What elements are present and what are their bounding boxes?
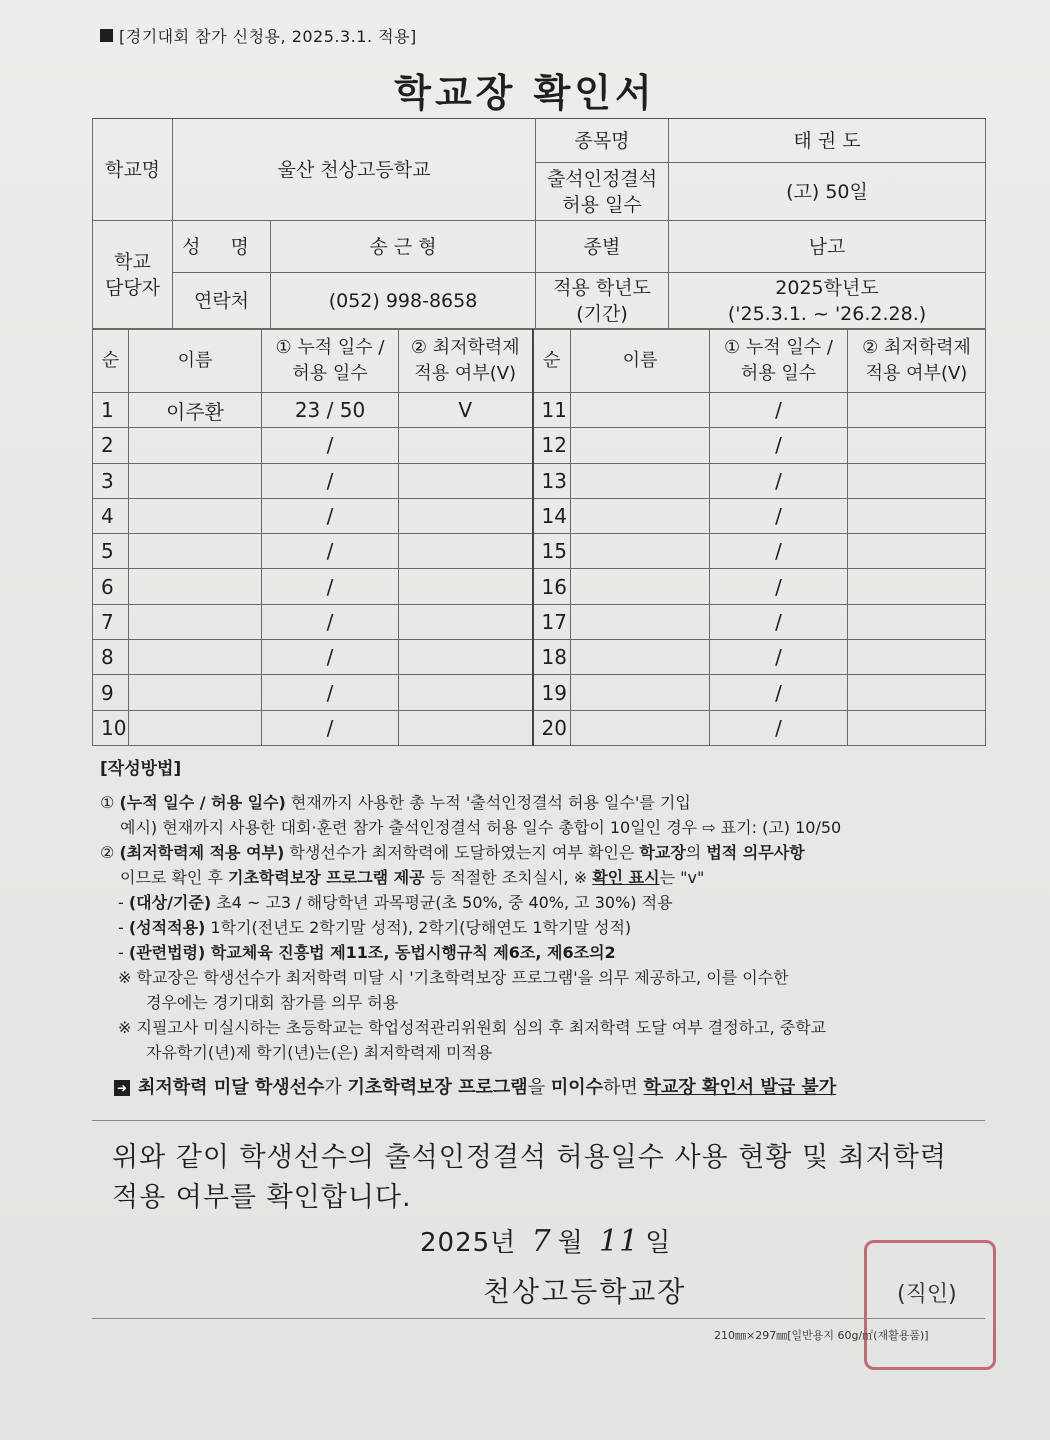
item2-line2-b: 등 적절한 조치실시, ※ xyxy=(424,868,593,887)
student-name xyxy=(129,428,262,463)
contact-value: (052) 998-8658 xyxy=(271,273,536,329)
issuance-warning xyxy=(100,1075,980,1100)
school-year-value xyxy=(669,273,986,329)
document-title: 학교장 확인서 xyxy=(394,71,656,115)
note-1-cont: 경우에는 경기대회 참가를 의무 허용 xyxy=(146,993,399,1012)
col-no-left: 순 xyxy=(93,330,129,393)
instructions-heading: [작성방법] xyxy=(100,759,182,779)
square-bullet-icon xyxy=(100,29,113,42)
student-name xyxy=(571,498,710,533)
warning-c: 기초학력보장 프로그램 xyxy=(347,1077,528,1098)
student-name xyxy=(571,604,710,639)
minacad-check xyxy=(399,710,533,745)
warning-e: 미이수 xyxy=(550,1077,603,1098)
date-year: 2025년 xyxy=(420,1228,517,1258)
days-used: / xyxy=(262,534,399,569)
student-roster-table xyxy=(92,329,986,746)
sub1-text: 초4 ~ 고3 / 해당학년 과목평균(초 50%, 중 40%, 고 30%) 적용 xyxy=(211,893,673,912)
circled-one-marker: ① xyxy=(100,793,115,812)
arrow-box-icon: ➜ xyxy=(114,1080,130,1096)
minacad-check xyxy=(399,569,533,604)
seal-label: (직인) xyxy=(897,1282,957,1307)
row-no: 4 xyxy=(93,498,129,533)
col-minacad-right-line1: ② 최저학력제 xyxy=(862,337,971,358)
days-used: / xyxy=(710,640,848,675)
minacad-check: V xyxy=(399,393,533,428)
col-days-left xyxy=(262,330,399,393)
days-used: / xyxy=(262,569,399,604)
row-no: 2 xyxy=(93,428,129,463)
event-value: 태 권 도 xyxy=(669,119,986,163)
manager-name-value: 송 근 형 xyxy=(271,221,536,273)
absence-label-line2: 허용 일수 xyxy=(562,193,642,216)
minacad-check xyxy=(848,534,986,569)
form-usage-note xyxy=(100,24,417,47)
row-no: 17 xyxy=(533,604,571,639)
year-value-line2: ('25.3.1. ~ '26.2.28.) xyxy=(727,302,927,325)
col-minacad-right-line2: 적용 여부(V) xyxy=(865,363,968,384)
col-minacad-left-line2: 적용 여부(V) xyxy=(414,363,517,384)
item2-line2-a: 이므로 확인 후 xyxy=(120,868,228,887)
col-days-left-line2: 허용 일수 xyxy=(292,363,368,384)
table-row xyxy=(93,640,986,675)
days-used: / xyxy=(710,463,848,498)
col-no-right: 순 xyxy=(533,330,571,393)
item2-title: (최저학력제 적용 여부) xyxy=(119,843,285,862)
student-name xyxy=(571,640,710,675)
sub-item-grades: - (성적적용) 1학기(전년도 2학기말 성적), 2학기(당해연도 1학기말 성적) xyxy=(118,918,632,937)
row-no: 6 xyxy=(93,569,129,604)
item2-text-a: 학생선수가 최저학력에 도달하였는지 여부 확인은 xyxy=(284,843,640,862)
school-name-label: 학교명 xyxy=(93,119,173,221)
row-no: 16 xyxy=(533,569,571,604)
sub2-title: (성적적용) xyxy=(128,918,206,937)
minacad-check xyxy=(848,463,986,498)
col-minacad-left-line1: ② 최저학력제 xyxy=(410,337,520,358)
days-used: / xyxy=(262,604,399,639)
year-label-line2: (기간) xyxy=(576,302,628,325)
event-label: 종목명 xyxy=(536,119,669,163)
sub3-title: (관련법령) 학교체육 진흥법 제11조, 동법시행규칙 제6조, 제6조의2 xyxy=(128,943,616,962)
table-row xyxy=(93,569,986,604)
date-month-unit: 월 xyxy=(557,1228,584,1258)
date-day-unit: 일 xyxy=(645,1228,672,1258)
row-no: 5 xyxy=(93,534,129,569)
row-no: 18 xyxy=(533,640,571,675)
student-name xyxy=(129,710,262,745)
col-minacad-left xyxy=(399,330,533,393)
contact-label: 연락처 xyxy=(173,273,271,329)
minacad-check xyxy=(848,640,986,675)
warning-a: 최저학력 미달 학생선수 xyxy=(138,1077,325,1098)
row-no: 12 xyxy=(533,428,571,463)
student-name xyxy=(129,675,262,710)
student-name xyxy=(129,498,262,533)
col-minacad-right xyxy=(848,330,986,393)
absence-label-line1: 출석인정결석 xyxy=(546,167,658,190)
minacad-check xyxy=(848,710,986,745)
row-no: 3 xyxy=(93,463,129,498)
divider-bottom xyxy=(92,1318,985,1319)
student-name: 이주환 xyxy=(129,393,262,428)
row-no: 8 xyxy=(93,640,129,675)
table-row xyxy=(93,675,986,710)
days-used: / xyxy=(262,710,399,745)
item2-line2-bold: 기초학력보장 프로그램 제공 xyxy=(228,868,425,887)
row-no: 1 xyxy=(93,393,129,428)
note-1: ※ 학교장은 학생선수가 최저학력 미달 시 '기초학력보장 프로그램'을 의무 제공하고, 이를 이수한 xyxy=(118,968,789,987)
student-name xyxy=(129,534,262,569)
table-row xyxy=(93,710,986,745)
student-name xyxy=(129,640,262,675)
days-used: / xyxy=(710,534,848,569)
signing-date xyxy=(420,1222,671,1259)
warning-f: 하면 xyxy=(603,1077,644,1098)
item2-line2-c: 는 "v" xyxy=(659,868,705,887)
instruction-item-2-line2 xyxy=(100,865,980,890)
table-row xyxy=(93,393,986,428)
header-note-text: [경기대회 참가 신청용, 2025.3.1. 적용] xyxy=(119,27,417,46)
confirmation-statement xyxy=(112,1138,982,1218)
warning-d: 을 xyxy=(527,1077,551,1098)
days-used: / xyxy=(710,569,848,604)
manager-label-line1: 학교 xyxy=(114,250,151,273)
row-no: 7 xyxy=(93,604,129,639)
col-days-right-line1: ① 누적 일수 / xyxy=(724,337,833,358)
item2-bold-d: 법적 의무사항 xyxy=(706,843,805,862)
days-used: / xyxy=(262,498,399,533)
table-row xyxy=(93,604,986,639)
confirm-line-2: 적용 여부를 확인합니다. xyxy=(112,1182,412,1213)
minacad-check xyxy=(848,498,986,533)
minacad-check xyxy=(399,463,533,498)
confirm-line-1: 위와 같이 학생선수의 출석인정결석 허용일수 사용 현황 및 최저학력 xyxy=(112,1142,947,1173)
instruction-item-1 xyxy=(100,790,980,815)
item2-bold-b: 학교장 xyxy=(639,843,686,862)
days-used: / xyxy=(710,393,848,428)
table-row xyxy=(93,463,986,498)
minacad-check xyxy=(399,534,533,569)
item1-title: (누적 일수 / 허용 일수) xyxy=(119,793,286,812)
student-name xyxy=(571,428,710,463)
col-days-right-line2: 허용 일수 xyxy=(740,363,817,384)
student-name xyxy=(129,569,262,604)
manager-label xyxy=(93,221,173,329)
minacad-check xyxy=(399,675,533,710)
row-no: 13 xyxy=(533,463,571,498)
manager-label-line2: 담당자 xyxy=(104,276,161,299)
minacad-check xyxy=(848,393,986,428)
table-row xyxy=(93,534,986,569)
row-no: 15 xyxy=(533,534,571,569)
minacad-check xyxy=(848,604,986,639)
col-days-left-line1: ① 누적 일수 / xyxy=(275,337,385,358)
warning-b: 가 xyxy=(324,1077,348,1098)
sub2-text: 1학기(전년도 2학기말 성적), 2학기(당해연도 1학기말 성적) xyxy=(205,918,632,937)
days-used: / xyxy=(710,604,848,639)
days-used: / xyxy=(262,428,399,463)
date-month: 7 xyxy=(531,1224,552,1259)
student-name xyxy=(571,393,710,428)
sub-item-laws: - (관련법령) 학교체육 진흥법 제11조, 동법시행규칙 제6조, 제6조의2 xyxy=(118,943,616,962)
student-name xyxy=(571,675,710,710)
days-used: / xyxy=(710,428,848,463)
minacad-check xyxy=(399,428,533,463)
student-name xyxy=(571,463,710,498)
absence-days-label xyxy=(536,163,669,221)
days-used: / xyxy=(262,463,399,498)
year-label-line1: 적용 학년도 xyxy=(553,276,651,299)
minacad-check xyxy=(848,569,986,604)
minacad-check xyxy=(848,675,986,710)
info-table xyxy=(92,118,986,329)
days-used: 23 / 50 xyxy=(262,393,399,428)
sub-item-target: - (대상/기준) 초4 ~ 고3 / 해당학년 과목평균(초 50%, 중 40%, 고 30%) 적용 xyxy=(118,893,673,912)
row-no: 10 xyxy=(93,710,129,745)
manager-name-label: 성 명 xyxy=(173,221,271,273)
item2-line2-underlined: 확인 표시 xyxy=(592,868,660,887)
student-name xyxy=(129,463,262,498)
days-used: / xyxy=(710,710,848,745)
table-row xyxy=(93,498,986,533)
instruction-item-2 xyxy=(100,840,980,865)
student-name xyxy=(571,534,710,569)
paper-spec-footnote: 210㎜×297㎜[일반용지 60g/㎡(재활용품)] xyxy=(714,1329,929,1342)
student-name xyxy=(129,604,262,639)
category-label: 종별 xyxy=(536,221,669,273)
row-no: 14 xyxy=(533,498,571,533)
table-row xyxy=(93,428,986,463)
sub1-title: (대상/기준) xyxy=(128,893,212,912)
principal-title: 천상고등학교장 xyxy=(483,1275,687,1308)
note-2: ※ 지필고사 미실시하는 초등학교는 학업성적관리위원회 심의 후 최저학력 도달 여부 결정하고, 중학교 xyxy=(118,1018,827,1037)
instructions-section xyxy=(100,757,980,1100)
date-day: 11 xyxy=(599,1224,640,1259)
item1-text: 현재까지 사용한 총 누적 '출석인정결석 허용 일수'를 기입 xyxy=(285,793,691,812)
col-name-right: 이름 xyxy=(571,330,710,393)
school-year-label xyxy=(536,273,669,329)
minacad-check xyxy=(399,498,533,533)
minacad-check xyxy=(399,640,533,675)
student-name xyxy=(571,569,710,604)
col-name-left: 이름 xyxy=(129,330,262,393)
minacad-check xyxy=(848,428,986,463)
minacad-check xyxy=(399,604,533,639)
note-2-cont: 자유학기(년)제 학기(년)는(은) 최저학력제 미적용 xyxy=(146,1043,493,1062)
absence-days-value: (고) 50일 xyxy=(669,163,986,221)
year-value-line1: 2025학년도 xyxy=(775,276,879,299)
col-days-right xyxy=(710,330,848,393)
row-no: 9 xyxy=(93,675,129,710)
warning-g: 학교장 확인서 발급 불가 xyxy=(643,1077,837,1098)
row-no: 20 xyxy=(533,710,571,745)
category-value: 남고 xyxy=(669,221,986,273)
row-no: 11 xyxy=(533,393,571,428)
days-used: / xyxy=(262,675,399,710)
days-used: / xyxy=(710,498,848,533)
circled-two-marker: ② xyxy=(100,843,115,862)
item2-text-c: 의 xyxy=(685,843,707,862)
student-name xyxy=(571,710,710,745)
row-no: 19 xyxy=(533,675,571,710)
days-used: / xyxy=(262,640,399,675)
warning-text xyxy=(138,1075,836,1100)
days-used: / xyxy=(710,675,848,710)
divider-top xyxy=(92,1120,985,1121)
school-name-value: 울산 천상고등학교 xyxy=(173,119,536,221)
instruction-item-1-example: 예시) 현재까지 사용한 대회·훈련 참가 출석인정결석 허용 일수 총합이 10일인 경우 ⇨ 표기: (고) 10/50 xyxy=(120,818,842,837)
